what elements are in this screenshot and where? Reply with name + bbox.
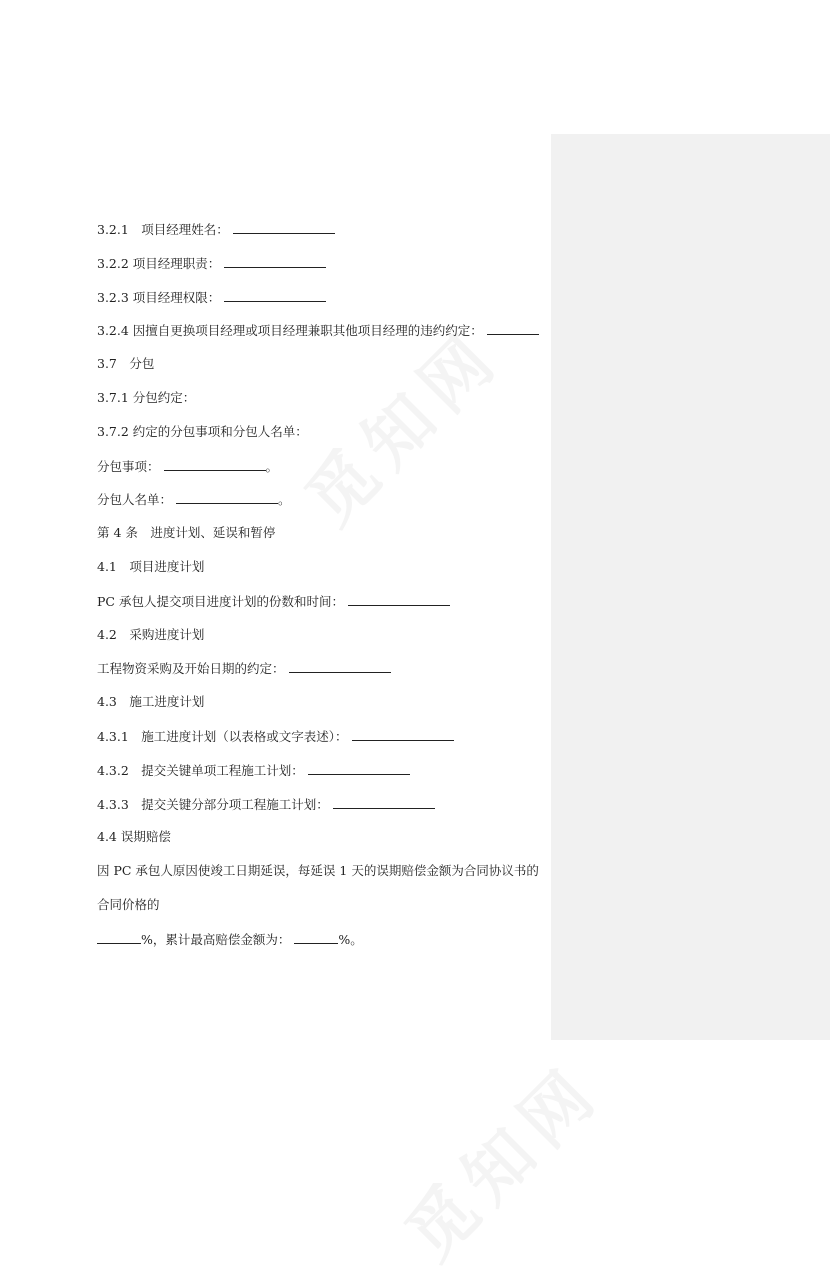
section-4-3-heading (97, 694, 204, 710)
fill-in-blank[interactable] (224, 289, 326, 302)
comment-pane (551, 134, 830, 1040)
clause-4-2-text (97, 660, 391, 676)
section-heading: 4.4 误期赔偿 (97, 829, 171, 844)
fill-in-blank[interactable] (308, 762, 410, 775)
clause-text: 因 PC 承包人原因使竣工日期延误，每延误 1 天的误期赔偿金额为合同协议书的 (97, 863, 539, 878)
clause-3-2-3 (97, 289, 326, 305)
fill-in-blank[interactable] (294, 931, 338, 944)
article-4-heading (97, 525, 275, 541)
section-heading: 4.3 施工进度计划 (97, 694, 205, 709)
section-4-4-heading (97, 829, 171, 845)
section-3-7-heading (97, 356, 154, 372)
clause-3-2-4 (97, 322, 539, 338)
watermark (381, 1039, 619, 1277)
fill-in-blank[interactable] (164, 458, 266, 471)
clause-text: 4.3.2 提交关键单项工程施工计划： (97, 763, 304, 778)
clause-text: 3.2.1 项目经理姓名： (97, 222, 229, 237)
clause-4-3-3 (97, 796, 435, 812)
clause-text: 合同价格的 (97, 897, 160, 912)
clause-text: 工程物资采购及开始日期的约定： (97, 661, 285, 676)
clause-text: 3.7.2 约定的分包事项和分包人名单： (97, 424, 308, 439)
fill-in-blank[interactable] (176, 491, 278, 504)
clause-4-4-percentages (97, 931, 363, 947)
clause-4-3-1 (97, 728, 454, 744)
fill-in-blank[interactable] (348, 593, 450, 606)
clause-3-7-1 (97, 390, 195, 406)
clause-text: 3.2.4 因擅自更换项目经理或项目经理兼职其他项目经理的违约约定： (97, 323, 483, 338)
clause-text: 3.2.3 项目经理权限： (97, 290, 221, 305)
clause-text: %，累计最高赔偿金额为： (141, 932, 291, 947)
section-heading: 4.1 项目进度计划 (97, 559, 205, 574)
section-4-1-heading (97, 559, 204, 575)
clause-4-4-text (97, 863, 539, 879)
fill-in-blank[interactable] (224, 255, 326, 268)
subcontract-items (97, 458, 278, 474)
clause-text: 。 (265, 459, 279, 474)
section-heading: 第 4 条 进度计划、延误和暂停 (97, 525, 276, 540)
clause-text: PC 承包人提交项目进度计划的份数和时间： (97, 594, 344, 609)
clause-3-2-1 (97, 221, 335, 237)
clause-text: 分包人名单： (97, 492, 173, 507)
clause-text: 分包事项： (97, 459, 160, 474)
section-4-2-heading (97, 627, 204, 643)
fill-in-blank[interactable] (333, 796, 435, 809)
clause-text: %。 (338, 932, 363, 947)
clause-4-1-text (97, 593, 450, 609)
clause-text: 4.3.3 提交关键分部分项工程施工计划： (97, 797, 329, 812)
clause-text: 。 (278, 492, 291, 507)
subcontractor-list (97, 491, 291, 507)
fill-in-blank[interactable] (233, 221, 335, 234)
clause-4-4-continued (97, 897, 160, 913)
fill-in-blank[interactable] (487, 322, 539, 335)
fill-in-blank[interactable] (352, 728, 454, 741)
fill-in-blank[interactable] (289, 660, 391, 673)
clause-text: 3.7.1 分包约定： (97, 390, 196, 405)
clause-3-2-2 (97, 255, 326, 271)
clause-3-7-2 (97, 424, 308, 440)
section-heading: 4.2 采购进度计划 (97, 627, 205, 642)
clause-4-3-2 (97, 762, 410, 778)
clause-text: 4.3.1 施工进度计划（以表格或文字表述）： (97, 729, 348, 744)
clause-text: 3.2.2 项目经理职责： (97, 256, 221, 271)
fill-in-blank[interactable] (97, 931, 141, 944)
watermark (281, 304, 519, 542)
section-heading: 3.7 分包 (97, 356, 155, 371)
